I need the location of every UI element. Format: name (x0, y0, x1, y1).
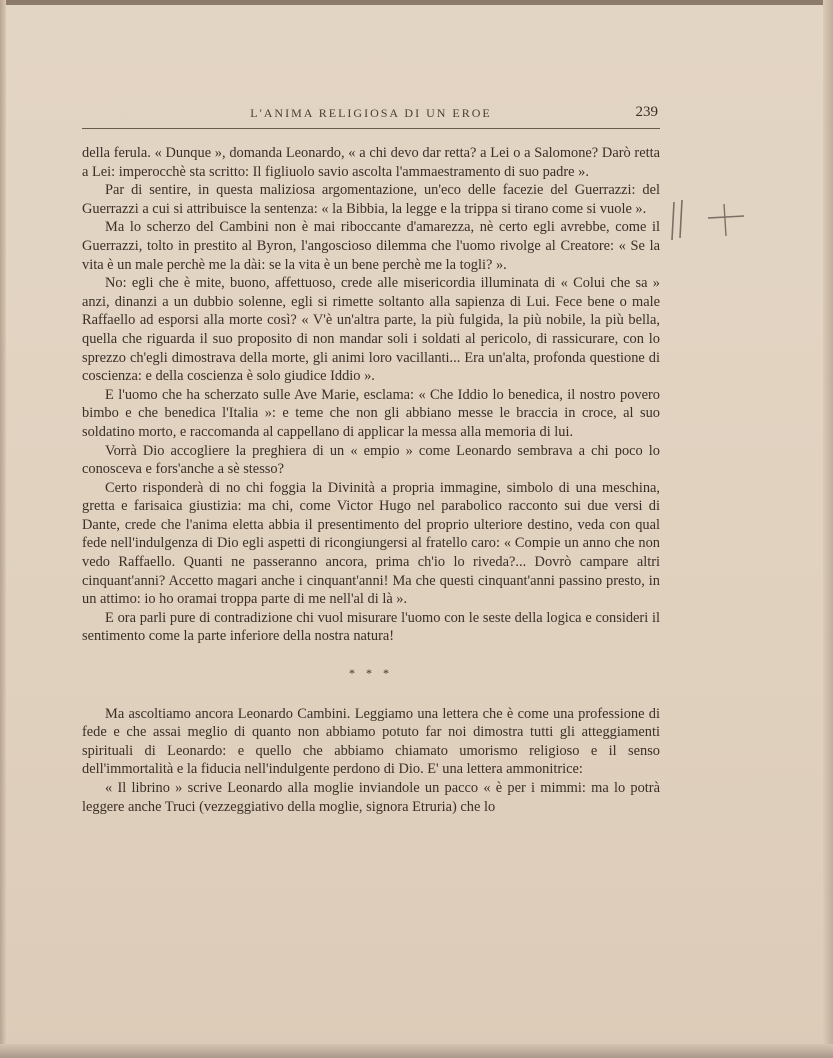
running-head (82, 104, 660, 129)
page-number: 239 (635, 104, 658, 120)
page-top-edge (0, 0, 833, 5)
paragraph: « Il librino » scrive Leonardo alla moglie inviandole un pacco « è per i mimmi: ma lo potrà leggere anche Truci (vezzeggiativo della moglie, signora Etruria) che lo (82, 780, 660, 815)
paragraph: Par di sentire, in questa maliziosa argomentazione, un'eco delle facezie del Guerrazzi: del Guerrazzi a cui si attribuisce la sentenza: « la Bibbia, la legge e la trippa si tirano come si vuole ». (82, 182, 660, 217)
paragraph: E ora parli pure di contradizione chi vuol misurare l'uomo con le seste della logica e consideri il sentimento come la parte inferiore della nostra natura! (82, 609, 660, 645)
page-right-edge (823, 0, 833, 1058)
paragraph: della ferula. « Dunque », domanda Leonardo, « a chi devo dar retta? a Lei o a Salomone? Darò retta a Lei: imperocchè sta scritto: Il figliuolo savio ascolta l'ammaestramento di suo padre ». (82, 145, 660, 180)
section-separator: * * * (349, 666, 393, 681)
paragraph: Ma lo scherzo del Cambini non è mai riboccante d'amarezza, nè certo egli avrebbe, come il Guerrazzi, tolto in prestito al Byron, l'angoscioso dilemma che l'uomo rivolge al Creatore: « Se la vita è un male perchè me la dài: se la vita è un bene perchè me la togli? ». (82, 219, 660, 273)
paragraph: Ma ascoltiamo ancora Leonardo Cambini. Leggiamo una lettera che è come una professione di fede e che assai meglio di quanto non abbiamo potuto far noi dimostra tutti gli atteggiamenti spirituali di Leonardo: e quello che abbiamo chiamato umorismo religioso e il senso dell'immortalità e la fiducia nell'indulgente perdono di Dio. E' una lettera ammonitrice: (82, 705, 660, 778)
paragraph: Certo risponderà di no chi foggia la Divinità a propria immagine, simbolo di una meschina, gretta e farisaica giustizia: ma chi, come Victor Hugo nel parabolico racconto sui due versi di Dante, crede che l'anima eletta abbia il presentimento del proprio ulteriore destino, veda con qual fede nell'indulgenza di Dio egli aspetti di ricongiungersi al fratello caro: « Compie un anno che non vedo Raffaello. Quanti ne passeranno ancora, prima ch'io lo riveda?... Dovrò campare altri cinquant'anni? Accetto magari anche i cinquant'anni! Ma che questi cinquant'anni passino presto, in un attimo: io ho oramai troppa parte di me nell'al di là ». (82, 479, 660, 608)
running-title: L'ANIMA RELIGIOSA DI UN EROE (250, 106, 492, 120)
page-bottom-edge (0, 1044, 833, 1058)
page-left-edge (0, 0, 6, 1058)
body-text (82, 144, 660, 816)
paragraph: Vorrà Dio accogliere la preghiera di un « empio » come Leonardo sembrava a chi poco lo conosceva e fors'anche a sè stesso? (82, 442, 660, 478)
pencil-margin-mark-icon (668, 196, 748, 246)
paragraph: E l'uomo che ha scherzato sulle Ave Marie, esclama: « Che Iddio lo benedica, il nostro povero bimbo e che benedica l'Italia »: e teme che non gli abbiano messe le braccia in croce, al suo soldatino morto, e raccomanda al cappellano di applicar la messa alla memoria di lui. (82, 386, 660, 440)
paragraph: No: egli che è mite, buono, affettuoso, crede alle misericordia illuminata di « Colui che sa » anzi, dinanzi a un dubbio solenne, egli si rimette soltanto alla sapienza di Lui. Fece bene o male Raffaello ad esporsi alla morte così? « V'è un'altra parte, la più fulgida, la più nobile, la più bella, quella che riguarda il suo proposito di non mandar soli i soldati al pericolo, di rassicurare, con lo sprezzo ch'egli dimostrava della morte, gli animi loro vacillanti... Era un'alta, profonda questione di coscienza: e della coscienza è solo giudice Iddio ». (82, 275, 660, 385)
